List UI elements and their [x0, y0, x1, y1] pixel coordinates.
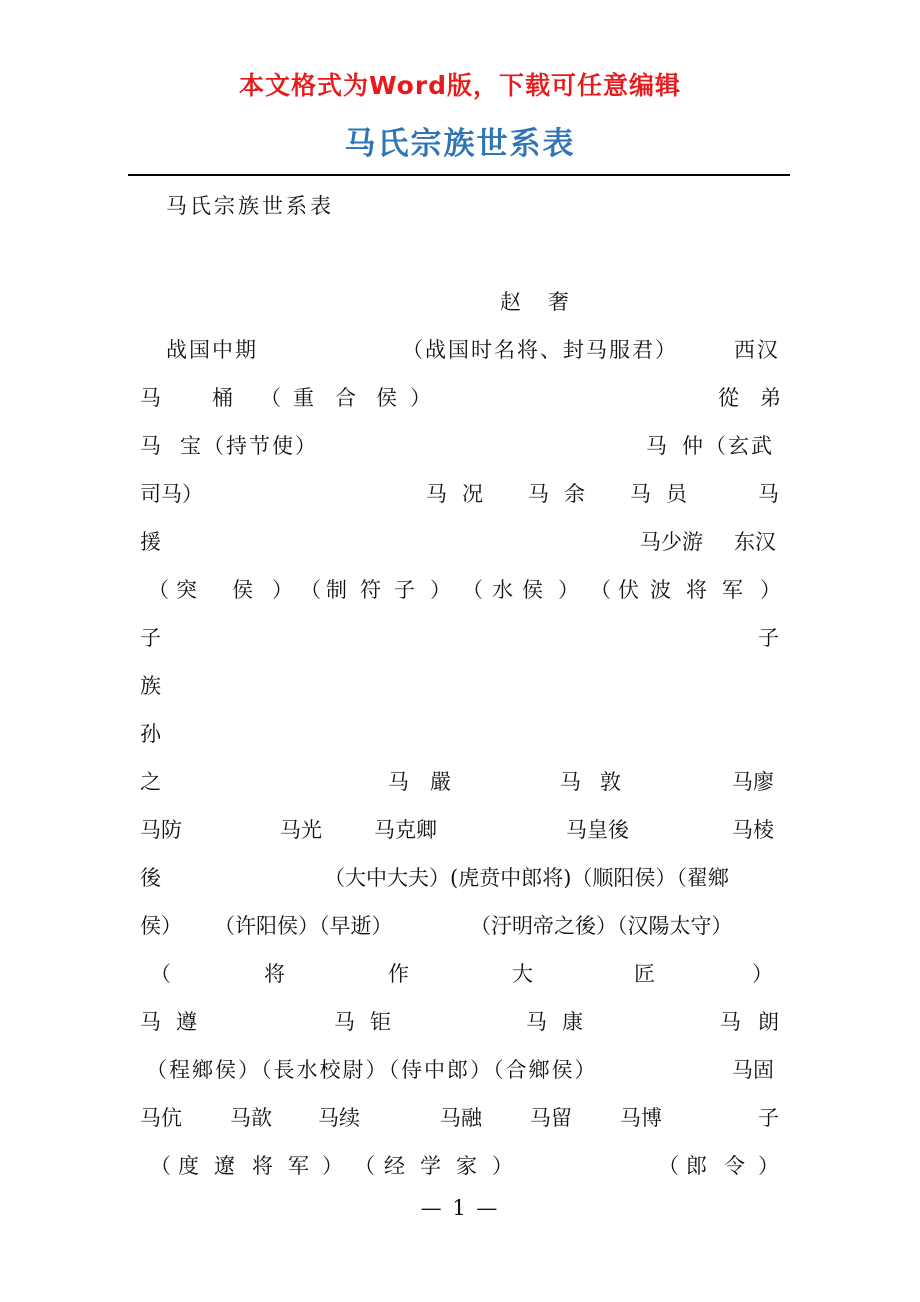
line-text: 之: [140, 770, 161, 794]
line-17: [140, 1054, 780, 1086]
line-text: 侯: [522, 578, 543, 602]
line-12: [140, 814, 780, 846]
line-text: 马: [630, 482, 651, 506]
document-title: 马氏宗族世系表: [344, 126, 576, 162]
line-text: 水: [492, 578, 513, 602]
line-text: 從: [718, 386, 739, 410]
line-11: [140, 766, 780, 798]
line-text: 马: [560, 770, 581, 794]
line-text: 马歆: [230, 1106, 272, 1130]
line-15: [140, 958, 780, 990]
line-text: 子: [758, 626, 779, 650]
line-text: 孙: [140, 722, 161, 746]
line-text: 马伉: [140, 1106, 182, 1130]
line-text: 马: [720, 1010, 741, 1034]
line-8: [140, 622, 780, 654]
line-text: 马: [140, 386, 161, 410]
line-text: 康: [562, 1010, 583, 1034]
line-text: 桶: [212, 386, 233, 410]
line-text: 将: [264, 962, 285, 986]
line-18: [140, 1102, 780, 1134]
line-text: ）: [322, 1154, 343, 1178]
line-7: [140, 574, 780, 606]
line-16: [140, 1006, 780, 1038]
line-text: 子: [758, 1106, 779, 1130]
page-number: — 1 —: [420, 1196, 500, 1220]
line-text: 符: [360, 578, 381, 602]
line-13: [140, 862, 780, 894]
line-text: 郎: [686, 1154, 707, 1178]
line-text: 马续: [318, 1106, 360, 1130]
line-text: （: [658, 1154, 679, 1178]
line-text: 朗: [758, 1010, 779, 1034]
line-text: 援: [140, 530, 161, 554]
line-text: 将: [686, 578, 707, 602]
header-rule: [128, 174, 790, 176]
line-text: 马: [140, 434, 161, 458]
line-text: 员: [666, 482, 687, 506]
line-text: 马: [140, 1010, 161, 1034]
line-text: 学: [420, 1154, 441, 1178]
line-text: 敦: [600, 770, 621, 794]
line-text: 子: [140, 626, 161, 650]
word-format-notice: 本文格式为Word版，下载可任意编辑: [238, 71, 682, 100]
line-text: 马: [334, 1010, 355, 1034]
line-text: ）: [558, 578, 579, 602]
line-text: 军: [722, 578, 743, 602]
line-text: 马廖: [732, 770, 774, 794]
line-text: ）: [752, 962, 773, 986]
line-text: 马: [526, 1010, 547, 1034]
line-text: 将: [252, 1154, 273, 1178]
line-text: 後: [140, 866, 161, 890]
line-text: 马防: [140, 818, 182, 842]
line-6: [140, 526, 780, 558]
line-text: ）: [492, 1154, 513, 1178]
line-text: 马棱: [732, 818, 774, 842]
line-5: [140, 478, 780, 510]
line-text: 侯）: [140, 914, 182, 938]
line-text: 钜: [370, 1010, 391, 1034]
line-text: 东汉: [734, 530, 776, 554]
line-text: 马: [646, 434, 667, 458]
line-3: [140, 382, 780, 414]
line-text: 侯: [376, 386, 397, 410]
line-text: 嚴: [430, 770, 451, 794]
line-text: 马少游: [640, 530, 703, 554]
line-text: （: [354, 1154, 375, 1178]
line-text: 马: [388, 770, 409, 794]
line-text: 遼: [214, 1154, 235, 1178]
line-text: 伏: [618, 578, 639, 602]
line-9: [140, 670, 780, 702]
line-text: 宝（持节使）: [180, 434, 318, 458]
line-text: 经: [384, 1154, 405, 1178]
line-text: （: [148, 578, 169, 602]
line-text: ）: [410, 386, 431, 410]
line-text: 西汉: [734, 338, 780, 362]
line-text: 侯: [232, 578, 253, 602]
line-14: [140, 910, 780, 942]
line-1: [140, 286, 780, 318]
line-text: （程鄉侯）（長水校尉）（侍中郎）（合鄉侯）: [146, 1058, 598, 1082]
line-2: [140, 334, 780, 366]
line-text: 家: [456, 1154, 477, 1178]
line-text: （: [300, 578, 321, 602]
line-text: 马: [426, 482, 447, 506]
line-text: 马皇後: [566, 818, 629, 842]
line-text: 马博: [620, 1106, 662, 1130]
line-text: 况: [462, 482, 483, 506]
line-text: ）: [272, 578, 293, 602]
line-text: 合: [335, 386, 356, 410]
line-text: 赵: [500, 290, 521, 314]
line-text: ）: [758, 1154, 779, 1178]
line-4: [140, 430, 780, 462]
line-text: 马固: [732, 1058, 774, 1082]
line-text: 马融: [440, 1106, 482, 1130]
line-text: 遵: [176, 1010, 197, 1034]
line-text: （: [590, 578, 611, 602]
line-text: 战国中期: [166, 338, 258, 362]
line-text: （: [150, 962, 171, 986]
line-text: 仲（玄武: [682, 434, 774, 458]
line-19: [140, 1150, 780, 1182]
line-text: 马: [528, 482, 549, 506]
line-text: （许阳侯）（早逝）: [214, 914, 393, 938]
line-text: 突: [176, 578, 197, 602]
line-text: （: [260, 386, 281, 410]
subtitle: 马氏宗族世系表: [166, 194, 334, 218]
line-text: ）: [760, 578, 781, 602]
line-text: 弟: [760, 386, 781, 410]
line-text: 波: [650, 578, 671, 602]
line-text: 令: [724, 1154, 745, 1178]
line-text: 马: [758, 482, 779, 506]
line-text: （汙明帝之後）（汉陽太守）: [470, 914, 733, 938]
line-text: 马留: [530, 1106, 572, 1130]
line-text: 匠: [634, 962, 655, 986]
line-text: 重: [293, 386, 314, 410]
line-text: 军: [288, 1154, 309, 1178]
line-text: 司马）: [140, 482, 203, 506]
line-text: 余: [564, 482, 585, 506]
line-text: 作: [388, 962, 409, 986]
line-text: 族: [140, 674, 161, 698]
line-text: 马光: [280, 818, 322, 842]
line-text: 马克卿: [374, 818, 437, 842]
line-text: 大: [512, 962, 533, 986]
line-text: ）: [430, 578, 451, 602]
line-text: 子: [394, 578, 415, 602]
line-text: （大中大夫）(虎贲中郎将)（顺阳侯）（翟鄉: [324, 866, 729, 890]
line-text: （战国时名将、封马服君）: [402, 338, 678, 362]
line-10: [140, 718, 780, 750]
line-text: 奢: [548, 290, 569, 314]
line-text: （: [150, 1154, 171, 1178]
line-text: 制: [326, 578, 347, 602]
line-text: （: [462, 578, 483, 602]
line-text: 度: [178, 1154, 199, 1178]
